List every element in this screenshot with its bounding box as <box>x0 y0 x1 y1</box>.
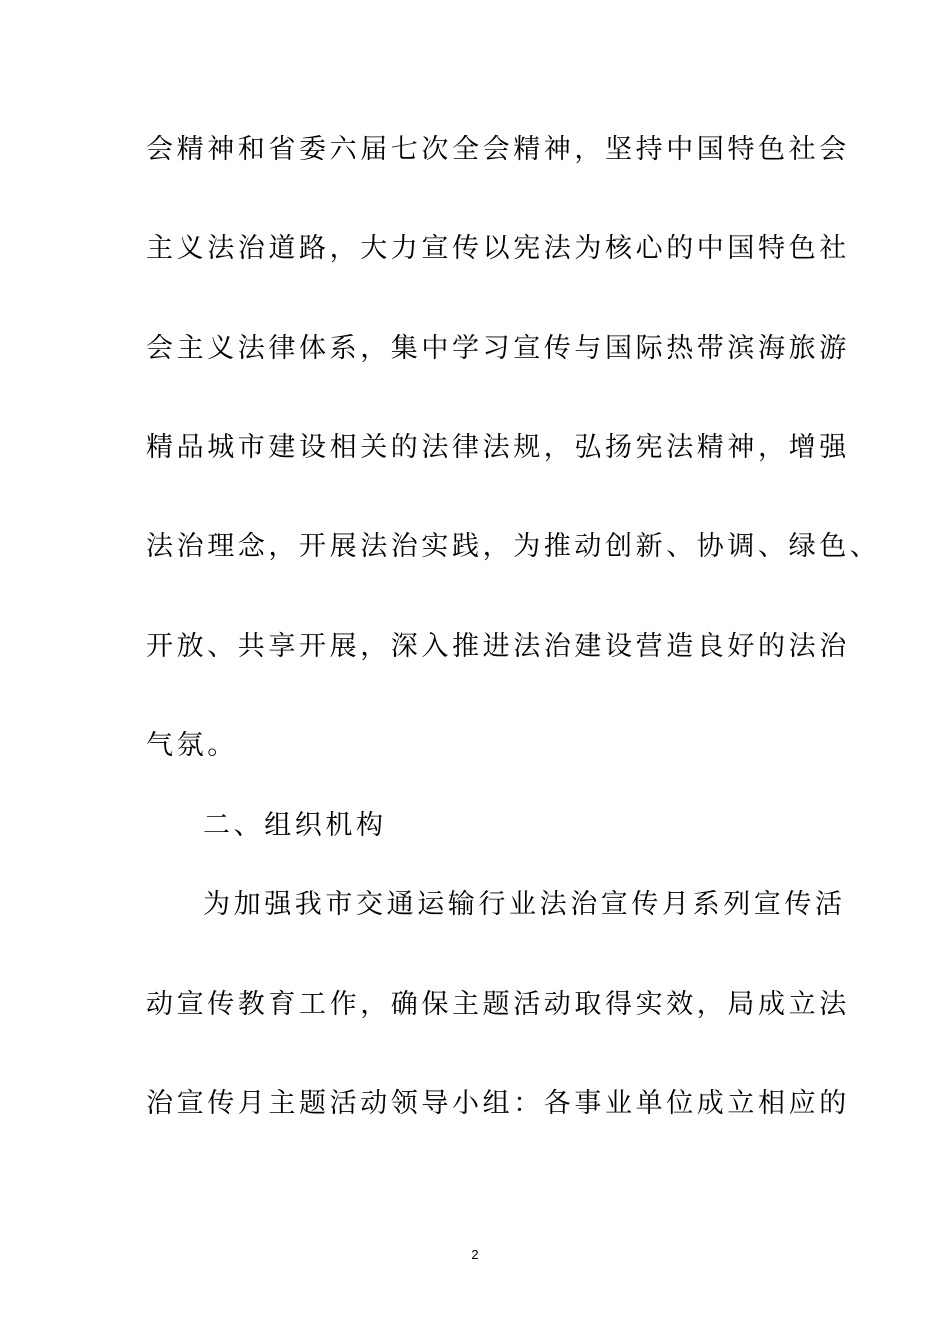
paragraph-line: 为加强我市交通运输行业法治宣传月系列宣传活 <box>203 889 846 920</box>
page-number: 2 <box>471 1247 479 1262</box>
paragraph-line: 精品城市建设相关的法律法规，弘扬宪法精神，增强 <box>146 432 850 463</box>
paragraph-line: 会精神和省委六届七次全会精神，坚持中国特色社会 <box>146 134 850 165</box>
paragraph-line: 气氛。 <box>146 730 238 761</box>
paragraph-line: 会主义法律体系，集中学习宣传与国际热带滨海旅游 <box>146 333 850 364</box>
paragraph-line: 动宣传教育工作，确保主题活动取得实效，局成立法 <box>146 989 850 1020</box>
section-heading: 二、组织机构 <box>203 810 387 841</box>
paragraph-line: 治宣传月主题活动领导小组：各事业单位成立相应的 <box>146 1088 850 1119</box>
paragraph-line: 主义法治道路，大力宣传以宪法为核心的中国特色社 <box>146 233 850 264</box>
paragraph-line: 开放、共享开展，深入推进法治建设营造良好的法治 <box>146 631 850 662</box>
paragraph-line: 法治理念，开展法治实践，为推动创新、协调、绿色、 <box>146 531 881 562</box>
